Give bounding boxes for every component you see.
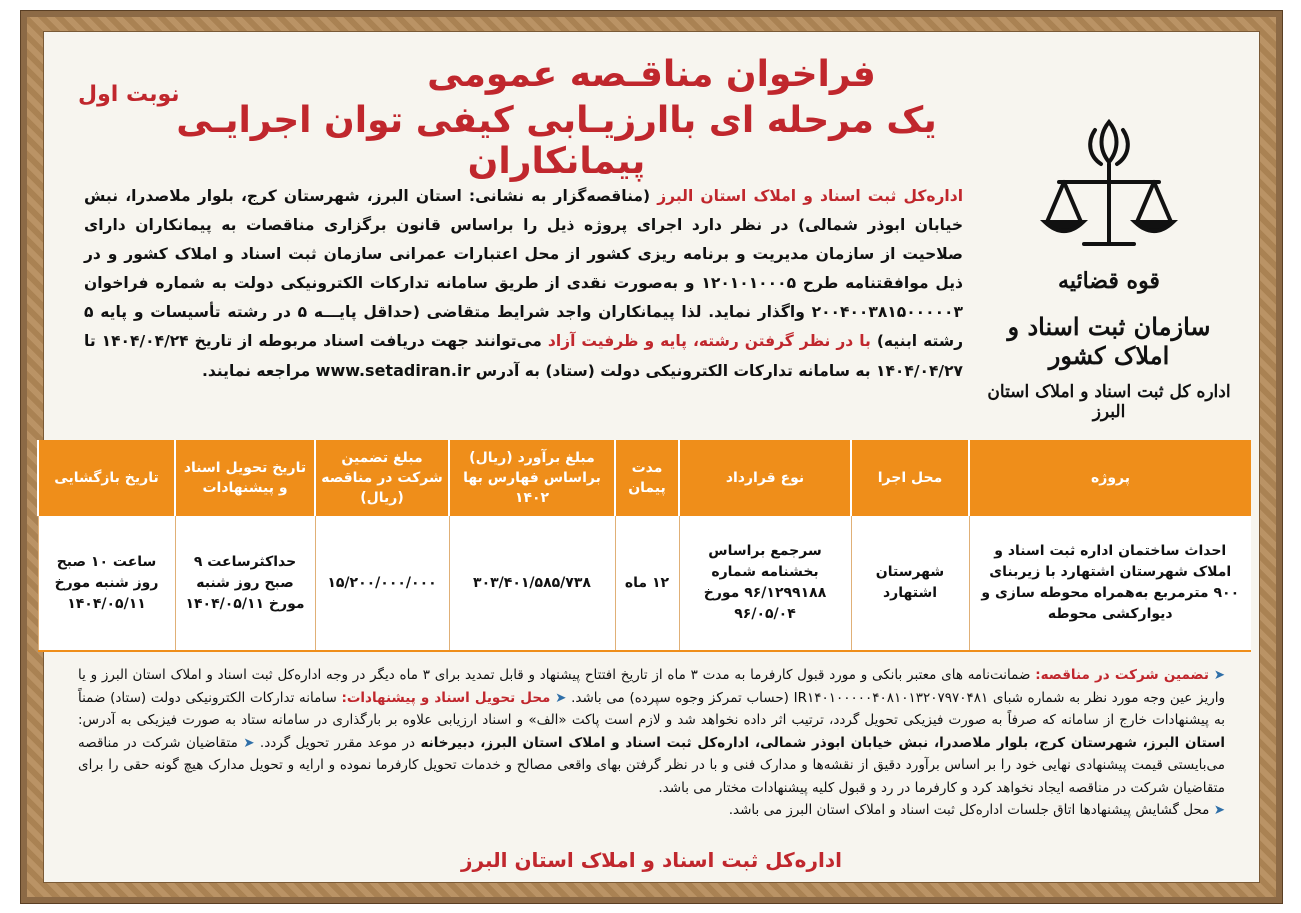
intro-org-name: اداره‌کل ثبت اسناد و املاک استان البرز (657, 187, 964, 205)
intro-text-1: (مناقصه‌گزار به نشانی: استان البرز، شهرستان کرج، بلوار ملاصدرا، نبش خیابان ابوذر شمالی) در نظر دارد اجرای پروژه ذیل را براساس قانون برگزاری مناقصات به پیمانکاران دارای صلاحیت از سازمان مدیریت و برنامه ریزی کشور از محل اعتبارات عمرانی سازمان ثبت اسناد و املاک کشور و در ذیل موافقتنامه طرح ۱۲۰۱۰۱۰۰۰۵ و به‌صورت نقدی از طریق سامانه تدارکات الکترونیکی دولت به شماره فراخوان ۲۰۰۴۰۰۳۸۱۵۰۰۰۰۰۳ واگذار نماید. لذا پیمانکاران واجد شرایط متقاضی (حداقل پایـــه ۵ در رشته تأسیسات و پایه ۵ رشته ابنیه) (84, 187, 963, 350)
cell-project: احداث ساختمان اداره ثبت اسناد و املاک شهرستان اشتهارد با زیربنای ۹۰۰ مترمربع به‌همراه محوطه سازی و دیوارکشی محوطه (969, 516, 1251, 651)
col-header-project: پروژه (969, 440, 1251, 516)
logo-block (979, 102, 1239, 422)
ad-paper (43, 31, 1260, 883)
cell-delivery-date: حداکثرساعت ۹ صبح روز شنبه مورخ ۱۴۰۴/۰۵/۱۱ (175, 516, 315, 651)
cell-contract-type: سرجمع براساس بخشنامه شماره ۹۶/۱۲۹۹۱۸۸ مورخ ۹۶/۰۵/۰۴ (679, 516, 851, 651)
department-name: اداره کل ثبت اسناد و املاک استان البرز (987, 382, 1231, 422)
intro-paragraph (84, 182, 963, 386)
table-header-row (38, 440, 1251, 516)
note-pricing: متقاضیان شرکت در مناقصه می‌بایستی قیمت پیشنهادی نهایی خود را بر اساس برآورد دقیق از نقشه‌ها و مدارک فنی و با در نظر گرفتن بهای واقعی مصالح و خدمات تحویل کارفرما نموده و ارایه و تحویل مدارک هیچ گونه حقی را برای متقاضیان شرکت در مناقصه ایجاد نخواهد کرد و کارفرما در رد و قبول کلیه پیشنهادات مختار می باشد. (78, 734, 1225, 796)
table-row (38, 516, 1251, 651)
col-header-location: محل اجرا (851, 440, 969, 516)
organization-name: سازمان ثبت اسناد و املاک کشور (1007, 312, 1211, 370)
col-header-duration: مدت پیمان (615, 440, 679, 516)
judiciary-label: قوه قضائیه (1058, 268, 1160, 294)
col-header-opening-date: تاریخ بازگشایی (38, 440, 175, 516)
arrow-bullet-icon: ➤ (555, 689, 567, 706)
page-subtitle: یک مرحله ای باارزیـابی کیفی توان اجرایـی پیمانکاران (176, 100, 937, 182)
advertisement-sheet (20, 10, 1283, 904)
delivery-address: استان البرز، شهرستان کرج، بلوار ملاصدرا، نبش خیابان ابوذر شمالی، اداره‌کل ثبت اسناد و املاک استان البرز، دبیرخانه (420, 734, 1225, 751)
round-badge: نوبت اول (78, 82, 180, 107)
col-header-contract-type: نوع قرارداد (679, 440, 851, 516)
ornamental-frame (27, 17, 1276, 897)
delivery-label: محل تحویل اسناد و پیشنهادات: (341, 689, 551, 706)
guarantee-text: ضمانت‌نامه های معتبر بانکی و مورد قبول کارفرما به مدت ۳ ماه از تاریخ افتتاح پیشنهاد و قابل تمدید برای ۳ ماه دیگر در وجه اداره‌کل ثبت اسناد و املاک استان البرز و یا واریز عین وجه مورد نظر به شماره شبای IR۱۴۰۱۰۰۰۰۰۴۰۸۱۰۱۳۲۰۷۹۷۰۴۸۱ (حساب تمرکز وجوه سپرده) می باشد. (78, 667, 1226, 706)
intro-text-2: می‌توانند جهت دریافت اسناد مربوطه از تاریخ ۱۴۰۴/۰۴/۲۴ تا ۱۴۰۴/۰۴/۲۷ به سامانه تدارکات الکترونیکی دولت (ستاد) به آدرس (84, 332, 963, 380)
cell-estimate: ۳۰۳/۴۰۱/۵۸۵/۷۳۸ (449, 516, 615, 651)
intro-highlight: با در نظر گرفتن رشته، پایه و ظرفیت آزاد (547, 332, 871, 350)
scales-of-justice-icon (1039, 112, 1179, 262)
footer-signature: اداره‌کل ثبت اسناد و املاک استان البرز (461, 848, 842, 872)
header (44, 32, 1259, 442)
arrow-bullet-icon: ➤ (1213, 667, 1225, 683)
col-header-estimate: مبلغ برآورد (ریال) براساس فهارس بها ۱۴۰۲ (449, 440, 615, 516)
col-header-guarantee: مبلغ تضمین شرکت در مناقصه (ریال) (315, 440, 449, 516)
cell-duration: ۱۲ ماه (615, 516, 679, 651)
cell-opening-date: ساعت ۱۰ صبح روز شنبه مورخ ۱۴۰۴/۰۵/۱۱ (38, 516, 175, 651)
guarantee-label: تضمین شرکت در مناقصه: (1035, 667, 1209, 683)
notes-section (78, 664, 1225, 822)
delivery-text-2: در موعد مقرر تحویل گردد. (254, 734, 421, 751)
arrow-bullet-icon: ➤ (243, 734, 255, 751)
setad-website-link[interactable]: www.setadiran.ir (315, 361, 471, 380)
tender-table (37, 440, 1251, 652)
note-opening-place: محل گشایش پیشنهادها اتاق جلسات اداره‌کل ثبت اسناد و املاک استان البرز می باشد. (728, 802, 1210, 818)
intro-text-3: مراجعه نمایند. (201, 362, 316, 380)
page-title: فراخوان مناقـصه عمومی (427, 54, 876, 95)
col-header-delivery-date: تاریخ تحویل اسناد و پیشنهادات (175, 440, 315, 516)
delivery-text: سامانه تدارکات الکترونیکی دولت (ستاد) ضمناً به پیشنهادات خارج از سامانه که صرفاً به صورت فیزیکی تحویل گردد، ترتیب اثر داده نخواهد شد و لازم است پاکت «الف» و اسناد ارزیابی علاوه بر بارگذاری در سامانه ستاد به صورت فیزیکی به آدرس: (78, 689, 1225, 728)
cell-location: شهرستان اشتهارد (851, 516, 969, 651)
arrow-bullet-icon: ➤ (1213, 802, 1225, 818)
cell-guarantee: ۱۵/۲۰۰/۰۰۰/۰۰۰ (315, 516, 449, 651)
